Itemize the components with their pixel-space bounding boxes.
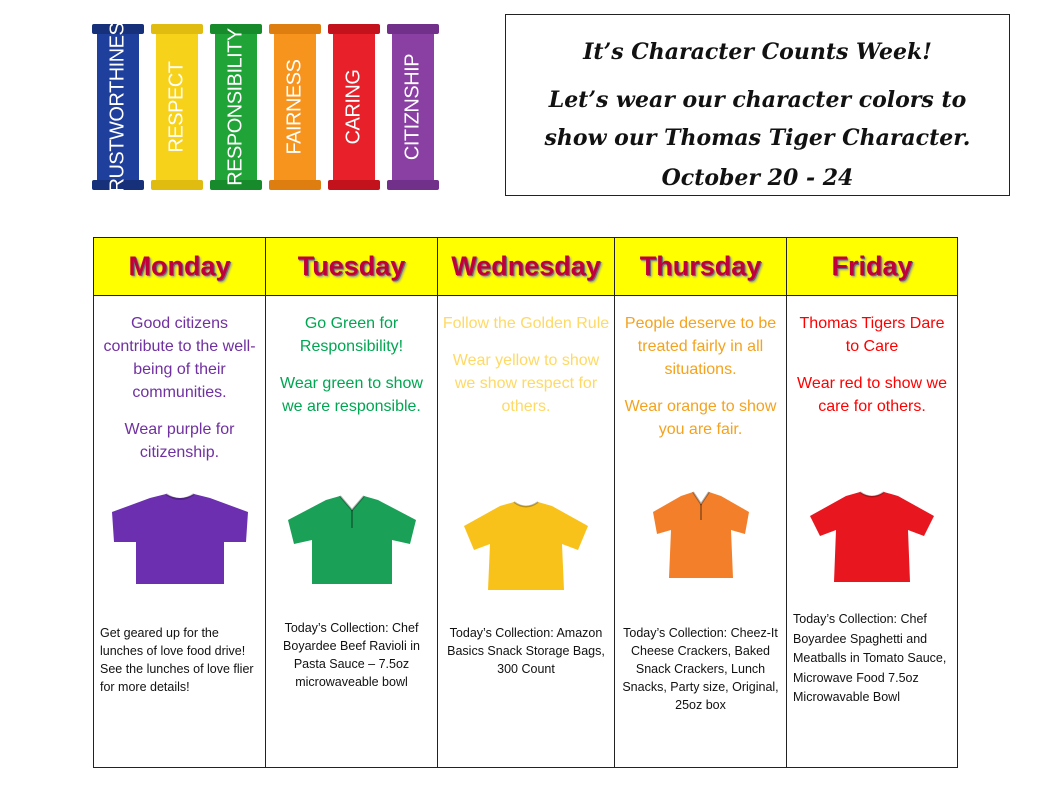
- orange-polo-shirt-icon: [647, 490, 755, 582]
- pillar-label: CITIZNSHIP: [401, 53, 424, 161]
- yellow-tshirt-icon: [458, 498, 594, 594]
- announcement-box: [505, 14, 1010, 196]
- pillar-fairness: [269, 24, 321, 190]
- day-column-tuesday: [266, 238, 438, 767]
- pillar-label: FAIRNESS: [283, 59, 306, 155]
- day-column-wednesday: [438, 238, 615, 767]
- pillar-label: CARING: [342, 69, 365, 145]
- pillar-respect: [151, 24, 203, 190]
- collection-note: Get geared up for the lunches of love food drive! See the lunches of love flier for more details!: [100, 626, 254, 694]
- pillar-label: RESPECT: [165, 61, 188, 153]
- pillar-trustworthiness: [92, 9, 144, 205]
- day-header: Wednesday: [438, 238, 614, 296]
- day-column-monday: [94, 238, 266, 767]
- announcement-dates: October 20 - 24: [661, 165, 854, 191]
- green-polo-shirt-icon: [280, 494, 424, 588]
- character-pillars-graphic: [92, 9, 440, 205]
- collection-note: Today’s Collection: Chef Boyardee Spaghetti and Meatballs in Tomato Sauce, Microwave Food 7.5oz Microwavable Bowl: [793, 612, 947, 704]
- day-message: Go Green for Responsibility! Wear green to show we are responsible.: [280, 315, 423, 415]
- day-message: People deserve to be treated fairly in all situations. Wear orange to show you are fair.: [624, 315, 777, 438]
- day-message: Thomas Tigers Dare to Care Wear red to show we care for others.: [797, 315, 947, 415]
- day-header: Friday: [787, 238, 957, 296]
- weekly-schedule-table: [93, 237, 958, 768]
- red-tshirt-icon: [806, 488, 938, 584]
- announcement-title: It’s Character Counts Week!: [583, 39, 932, 65]
- pillar-caring: [328, 24, 380, 190]
- pillar-label: RESPONSIBILITY: [224, 28, 247, 186]
- collection-note: Today’s Collection: Cheez-It Cheese Crackers, Baked Snack Crackers, Lunch Snacks, Party size, Original, 25oz box: [622, 626, 779, 712]
- day-header: Tuesday: [266, 238, 437, 296]
- day-column-friday: [787, 238, 957, 767]
- collection-note: Today’s Collection: Chef Boyardee Beef Ravioli in Pasta Sauce – 7.5oz microwaveable bowl: [283, 621, 420, 689]
- collection-note: Today’s Collection: Amazon Basics Snack Storage Bags, 300 Count: [447, 626, 605, 676]
- announcement-message: Let’s wear our character colors to show our Thomas Tiger Character.: [544, 87, 971, 151]
- pillar-citizenship: [387, 24, 439, 190]
- pillar-responsibility: [210, 24, 262, 190]
- day-header: Thursday: [615, 238, 786, 296]
- day-message: Good citizens contribute to the well-being of their communities. Wear purple for citizenship.: [103, 315, 256, 461]
- day-message: Follow the Golden Rule Wear yellow to show we show respect for others.: [442, 315, 610, 415]
- purple-tshirt-icon: [106, 490, 254, 590]
- pillar-label: TRUSTWORTHINESS: [106, 9, 129, 205]
- day-column-thursday: [615, 238, 787, 767]
- day-header: Monday: [94, 238, 265, 296]
